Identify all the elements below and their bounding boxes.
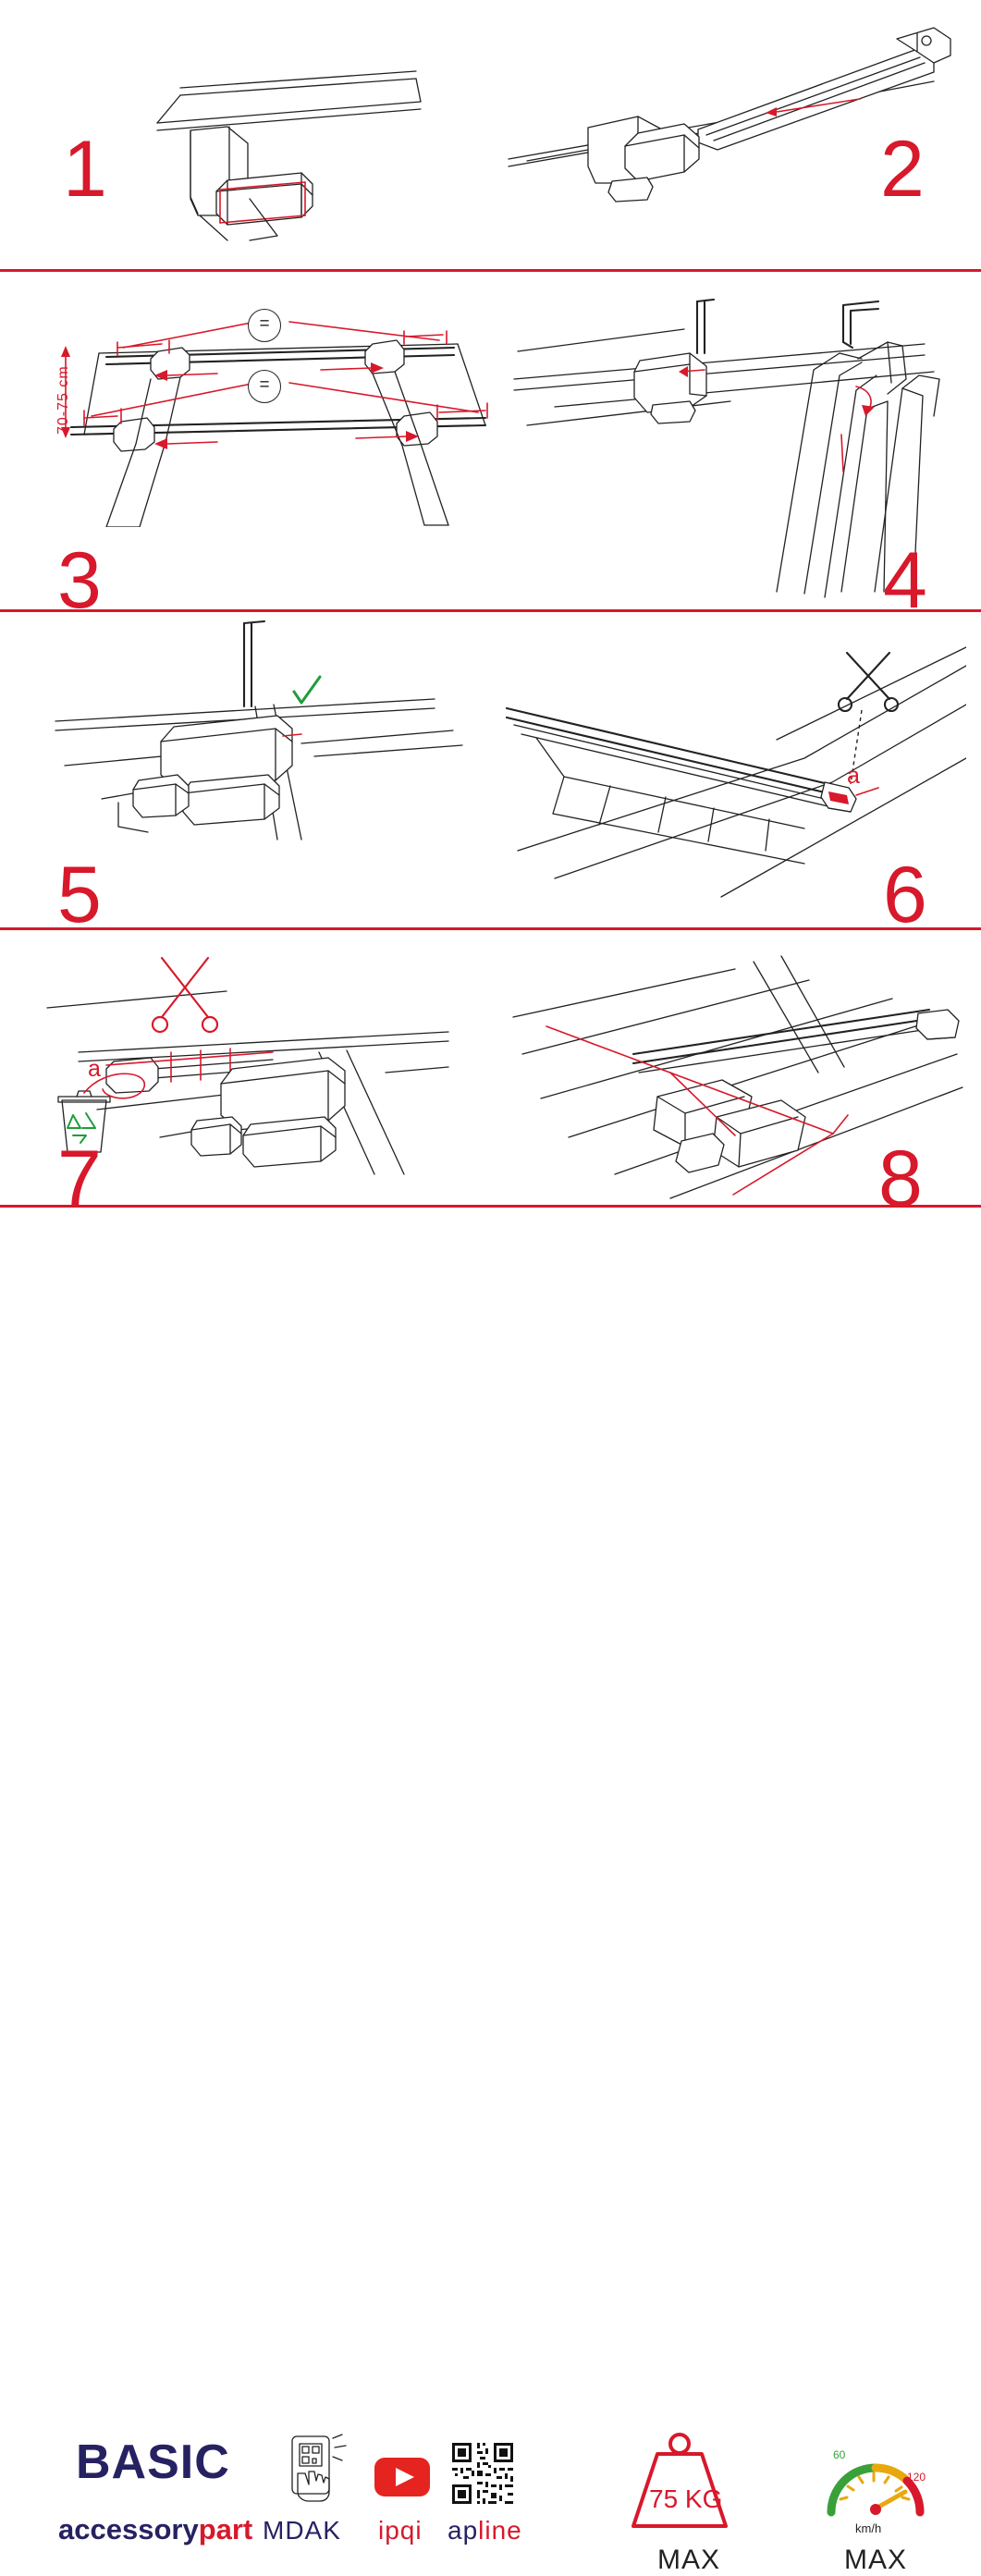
step-number-3: 3 (57, 536, 102, 625)
footer (0, 1205, 981, 2575)
section-divider (0, 609, 981, 612)
step-number-6: 6 (883, 851, 927, 939)
speed-max-label: MAX (844, 2545, 908, 2575)
step-number-8: 8 (878, 1135, 923, 1223)
brand-part-text: part (198, 2513, 253, 2545)
section-divider (0, 269, 981, 272)
brand-accessorypart (58, 2513, 252, 2546)
speed-tick-high: 120 (907, 2471, 926, 2484)
mdak-label: MDAK (263, 2516, 341, 2545)
speed-unit-label: km/h (855, 2521, 882, 2535)
apline-label-part2: line (478, 2516, 522, 2545)
step-1-illustration (139, 51, 444, 245)
ipqi-label: ipqi (378, 2516, 423, 2545)
section-divider (0, 927, 981, 930)
equal-badge-top: = (248, 309, 281, 342)
label-a-step7: a (88, 1056, 101, 1082)
weight-icon (624, 2430, 735, 2536)
step-number-7: 7 (57, 1135, 102, 1223)
apline-label-part1: ap (448, 2516, 479, 2545)
weight-max-label: MAX (657, 2545, 721, 2575)
step-number-2: 2 (880, 125, 925, 214)
qr-code[interactable] (449, 2440, 516, 2507)
step-5-illustration (46, 618, 481, 867)
speed-tick-low: 60 (833, 2448, 846, 2461)
equal-badge-bottom: = (248, 370, 281, 403)
brand-basic: BASIC (76, 2435, 230, 2489)
youtube-logo[interactable] (374, 2458, 430, 2496)
label-a-step6: a (847, 763, 860, 789)
step-number-5: 5 (57, 851, 102, 939)
mdak-logo[interactable] (277, 2433, 351, 2505)
distance-label: 70-75 cm (55, 365, 71, 435)
weight-value: 75 KG (649, 2484, 723, 2513)
step-number-4: 4 (883, 536, 927, 625)
step-number-1: 1 (63, 125, 107, 214)
brand-accessory-text: accessory (58, 2513, 199, 2545)
apline-label (448, 2516, 522, 2545)
step-7-illustration (42, 943, 458, 1193)
step-3-illustration (51, 296, 513, 527)
